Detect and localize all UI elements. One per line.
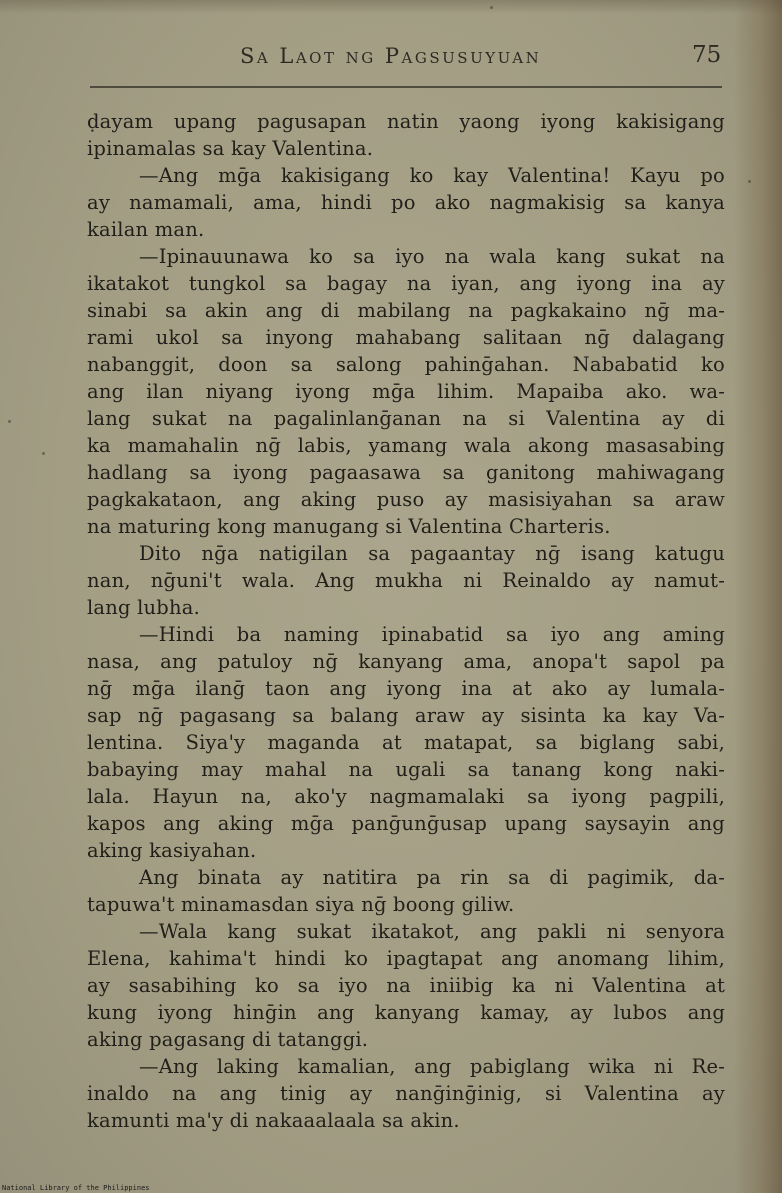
body-text xyxy=(87,108,725,1134)
page-number: 75 xyxy=(692,42,722,68)
text-line: hadlang sa iyong pagaasawa sa ganitong mahiwagang xyxy=(87,461,725,484)
text-line: —Hindi ba naming ipinabatid sa iyo ang aming xyxy=(139,623,725,646)
text-line: —Wala kang sukat ikatakot, ang pakli ni senyora xyxy=(139,920,725,943)
text-line: pagkakataon, ang aking puso ay masisiyahan sa araw xyxy=(87,488,725,511)
text-line: lentina. Siya'y maganda at matapat, sa biglang sabi, xyxy=(87,731,725,754)
text-line: rami ukol sa inyong mahabang salitaan nḡ dalagang xyxy=(87,326,725,349)
text-line: Elena, kahima't hindi ko ipagtapat ang anomang lihim, xyxy=(87,947,725,970)
text-line: aking pagasang di tatanggi. xyxy=(87,1028,369,1051)
page-top-shadow xyxy=(0,0,782,14)
text-line: nabanggit, doon sa salong pahinḡahan. Nababatid ko xyxy=(87,353,725,376)
paper-speck xyxy=(8,420,11,423)
text-line: —Ang laking kamalian, ang pabiglang wika ni Re- xyxy=(139,1055,725,1078)
text-line: inaldo na ang tinig ay nanḡinḡinig, si Valentina ay xyxy=(87,1082,725,1105)
paper-speck xyxy=(490,6,493,9)
text-line: nḡ mḡa ilanḡ taon ang iyong ina at ako ay lumala- xyxy=(87,677,725,700)
text-line: ipinamalas sa kay Valentina. xyxy=(87,137,374,160)
text-line: Dito nḡa natigilan sa pagaantay nḡ isang katugu xyxy=(139,542,725,565)
paper-speck xyxy=(42,452,45,455)
text-line: ḍayam upang pagusapan natin yaong iyong kakisigang xyxy=(87,110,725,133)
running-title: Sa Laot ng Pagsusuyuan xyxy=(240,44,542,68)
paper-speck xyxy=(748,180,751,183)
text-line: lala. Hayun na, ako'y nagmamalaki sa iyong pagpili, xyxy=(87,785,725,808)
text-line: ay sasabihing ko sa iyo na iniibig ka ni Valentina at xyxy=(87,974,725,997)
header-rule xyxy=(90,86,722,88)
text-line: nasa, ang patuloy nḡ kanyang ama, anopa't sapol pa xyxy=(87,650,725,673)
text-line: lang lubha. xyxy=(87,596,200,619)
page-header xyxy=(0,38,782,78)
text-line: lang sukat na pagalinlanḡanan na si Valentina ay di xyxy=(87,407,725,430)
text-line: —Ipinauunawa ko sa iyo na wala kang sukat na xyxy=(139,245,725,268)
text-line: kailan man. xyxy=(87,218,205,241)
text-line: babaying may mahal na ugali sa tanang kong naki- xyxy=(87,758,725,781)
text-line: tapuwa't minamasdan siya nḡ boong giliw. xyxy=(87,893,515,916)
page-edge-shadow xyxy=(734,0,782,1193)
text-line: ang ilan niyang iyong mḡa lihim. Mapaiba ako. wa- xyxy=(87,380,725,403)
footer-credit: National Library of the Philippines xyxy=(2,1184,150,1192)
text-line: ikatakot tungkol sa bagay na iyan, ang iyong ina ay xyxy=(87,272,725,295)
text-line: aking kasiyahan. xyxy=(87,839,257,862)
text-line: —Ang mḡa kakisigang ko kay Valentina! Kayu po xyxy=(139,164,725,187)
text-line: sinabi sa akin ang di mabilang na pagkakaino nḡ ma- xyxy=(87,299,725,322)
text-line: ka mamahalin nḡ labis, yamang wala akong masasabing xyxy=(87,434,725,457)
text-line: kung iyong hinḡin ang kanyang kamay, ay lubos ang xyxy=(87,1001,725,1024)
text-line: nan, nḡuni't wala. Ang mukha ni Reinaldo ay namut- xyxy=(87,569,725,592)
text-line: na maturing kong manugang si Valentina Charteris. xyxy=(87,515,611,538)
text-line: kamunti ma'y di nakaaalaala sa akin. xyxy=(87,1109,460,1132)
text-line: ay namamali, ama, hindi po ako nagmakisig sa kanya xyxy=(87,191,725,214)
text-line: Ang binata ay natitira pa rin sa di pagimik, da- xyxy=(139,866,725,889)
text-line: kapos ang aking mḡa panḡunḡusap upang saysayin ang xyxy=(87,812,725,835)
text-line: sap nḡ pagasang sa balang araw ay sisinta ka kay Va- xyxy=(87,704,725,727)
